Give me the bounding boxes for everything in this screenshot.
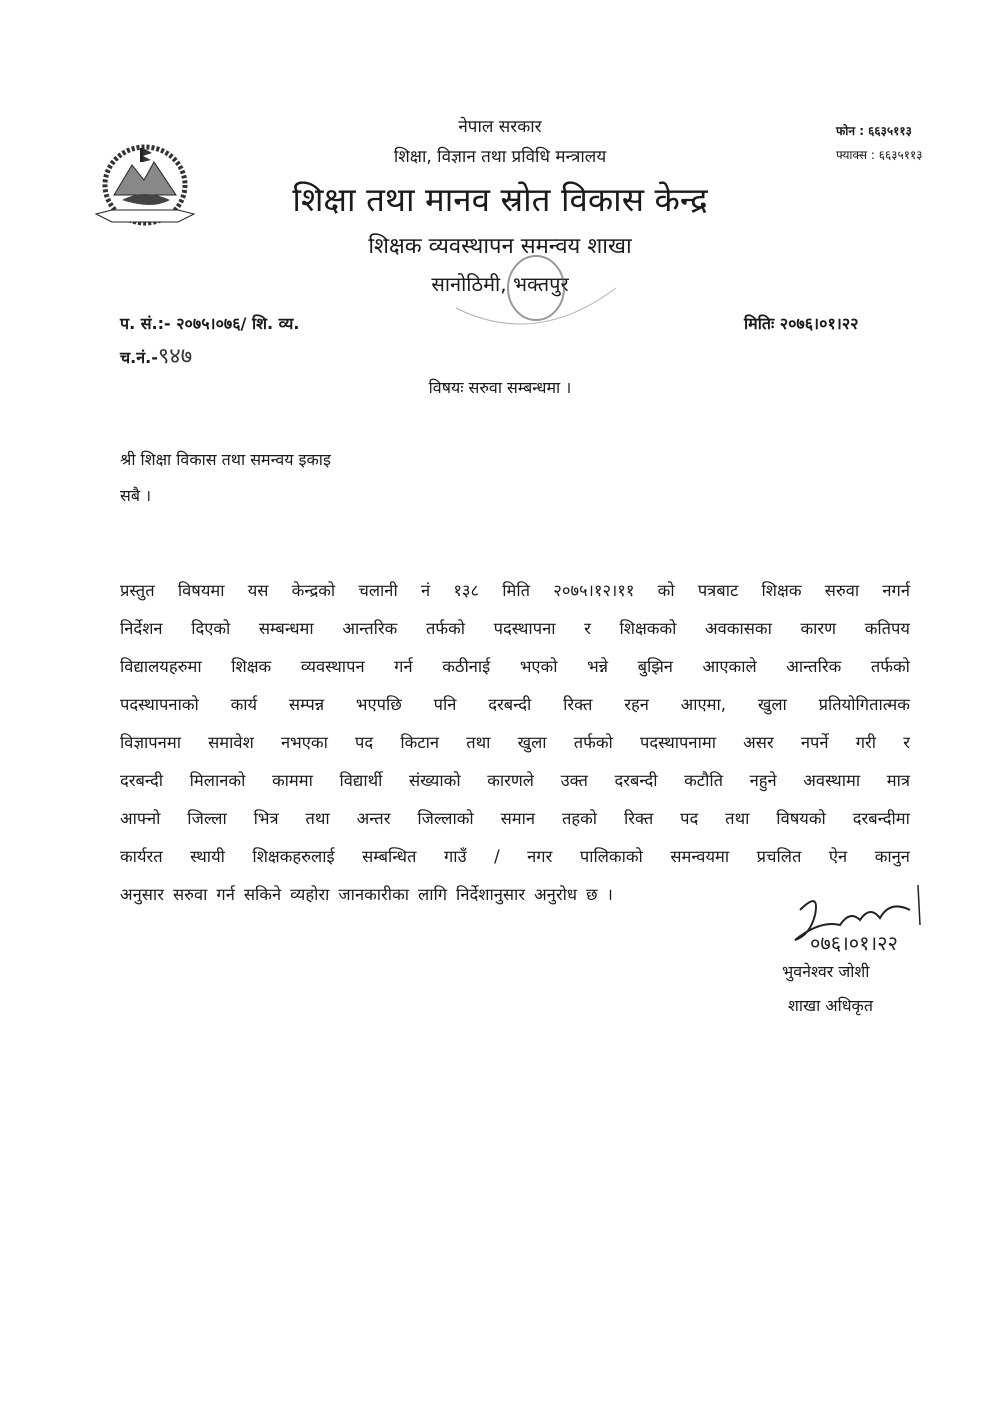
signer-name: भुवनेश्वर जोशी bbox=[782, 962, 870, 981]
ministry-name: शिक्षा, विज्ञान तथा प्रविधि मन्त्रालय bbox=[393, 147, 607, 167]
office-name: शिक्षा तथा मानव स्रोत विकास केन्द्र bbox=[292, 180, 708, 219]
letter-date: मितिः २०७६।०१।२२ bbox=[744, 314, 859, 333]
body-line: पदस्थापनाको कार्य सम्पन्न भएपछि पनि दरबन्दी रिक्त रहन आएमा, खुला प्रतियोगितात्मक bbox=[120, 695, 910, 714]
dispatch-number-value: ९४७ bbox=[157, 344, 193, 369]
body-line: कार्यरत स्थायी शिक्षकहरुलाई सम्बन्धित गाउँ / नगर पालिकाको समन्वयमा प्रचलित ऐन कानुन bbox=[120, 847, 910, 866]
body-line: अनुसार सरुवा गर्न सकिने व्यहोरा जानकारीका लागि निर्देशानुसार अनुरोध छ । bbox=[120, 885, 613, 904]
branch-name: शिक्षक व्यवस्थापन समन्वय शाखा bbox=[368, 234, 632, 259]
body-line: विद्यालयहरुमा शिक्षक व्यवस्थापन गर्न कठीनाई भएको भन्ने बुझिन आएकाले आन्तरिक तर्फको bbox=[120, 657, 910, 676]
signer-designation: शाखा अधिकृत bbox=[788, 996, 873, 1015]
body-line: आफ्नो जिल्ला भित्र तथा अन्तर जिल्लाको समान तहको रिक्त पद तथा विषयको दरबन्दीमा bbox=[120, 809, 910, 828]
office-stamp-icon bbox=[436, 248, 636, 348]
subject-line: विषयः सरुवा सम्बन्धमा । bbox=[428, 378, 572, 397]
signature-date: ०७६।०१।२२ bbox=[810, 931, 898, 955]
recipient-line-2: सबै । bbox=[120, 486, 152, 505]
fax-number: फ्याक्स : ६६३५११३ bbox=[836, 148, 923, 162]
body-line: निर्देशन दिएको सम्बन्धमा आन्तरिक तर्फको पदस्थापना र शिक्षकको अवकासका कारण कतिपय bbox=[120, 619, 910, 638]
body-line: दरबन्दी मिलानको काममा विद्यार्थी संख्याको कारणले उक्त दरबन्दी कटौति नहुने अवस्थामा मात्र bbox=[120, 771, 910, 790]
office-address: सानोठिमी, भक्तपुर bbox=[431, 272, 569, 296]
government-name: नेपाल सरकार bbox=[458, 117, 542, 137]
dispatch-label: च.नं.- bbox=[120, 348, 158, 367]
phone-number: फोन : ६६३५११३ bbox=[836, 124, 912, 138]
body-line: प्रस्तुत विषयमा यस केन्द्रको चलानी नं १३८ मिति २०७५।१२।११ को पत्रबाट शिक्षक सरुवा नगर्न bbox=[120, 581, 910, 600]
dispatch-number bbox=[120, 340, 192, 370]
handwritten-signature-icon bbox=[780, 880, 940, 960]
letter-reference-number: प. सं.:- २०७५।०७६/ शि. व्य. bbox=[120, 314, 300, 333]
body-line: विज्ञापनमा समावेश नभएका पद किटान तथा खुला तर्फको पदस्थापनामा असर नपर्ने गरी र bbox=[120, 733, 910, 752]
recipient-line-1: श्री शिक्षा विकास तथा समन्वय इकाइ bbox=[120, 450, 331, 469]
letter-body bbox=[120, 578, 910, 920]
